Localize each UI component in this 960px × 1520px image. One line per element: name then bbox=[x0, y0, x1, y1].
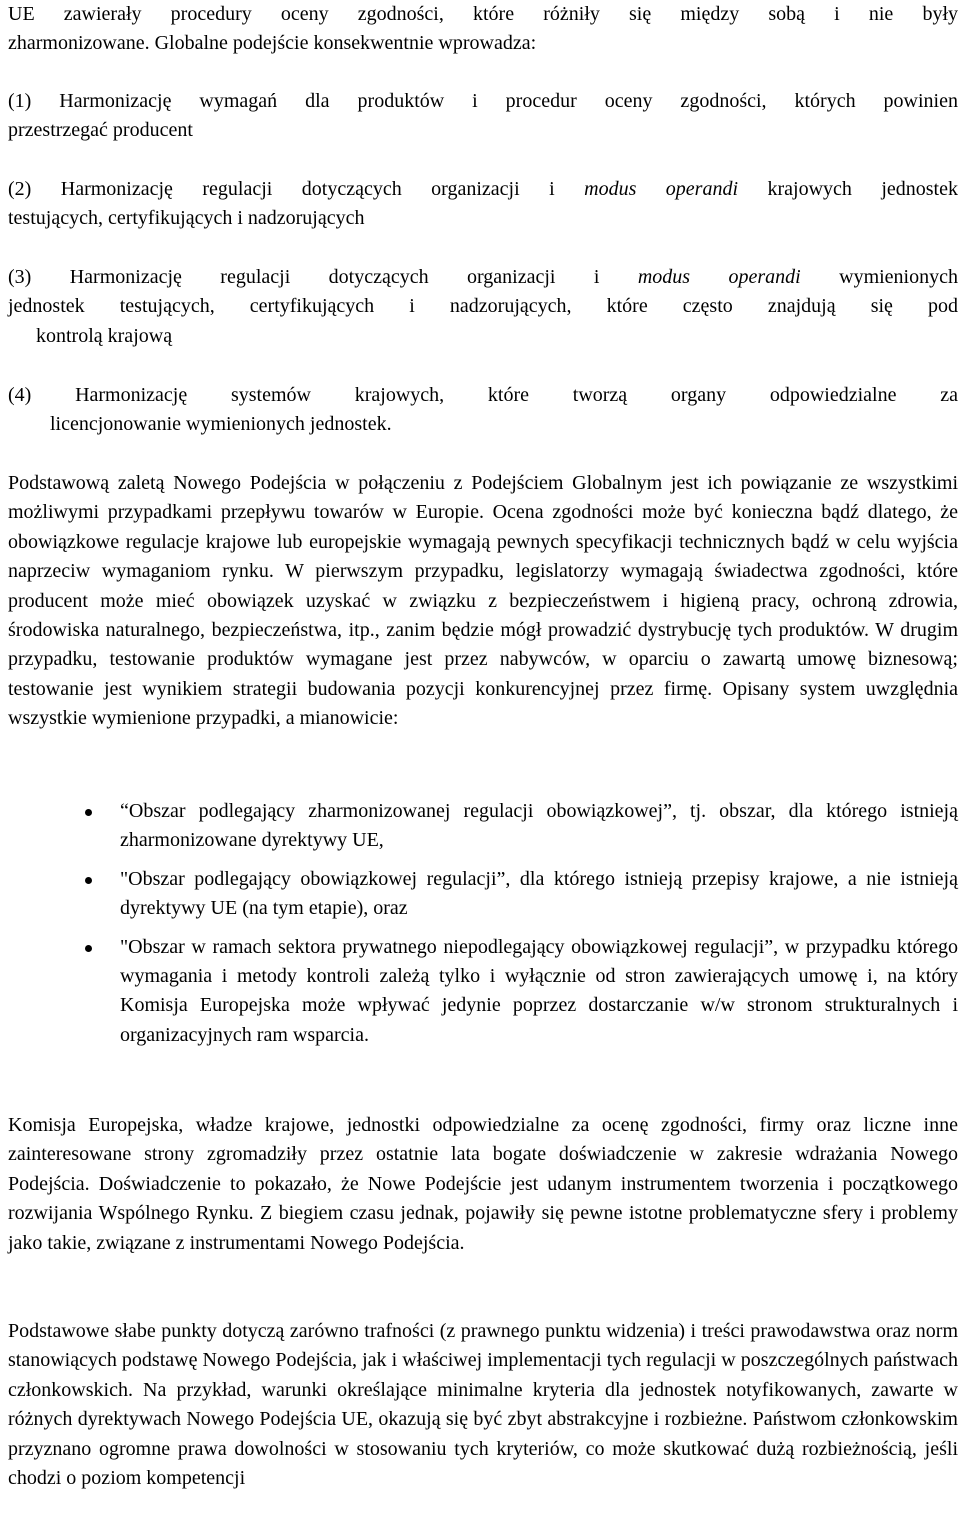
list-item-2-line-2: testujących, certyfikujących i nadzorujących bbox=[8, 207, 365, 230]
list-item-3-line-3: kontrolą krajową bbox=[36, 324, 173, 347]
list-item-1 bbox=[8, 87, 958, 146]
bullet-item-3 bbox=[8, 933, 958, 1051]
list-item-3-line-1: (3) Harmonizację regulacji dotyczących organizacji i modus operandi wymienionych bbox=[8, 266, 958, 288]
bullet-item-2-text: "Obszar podlegający obowiązkowej regulacji”, dla którego istnieją przepisy krajowe, a nie istnieją dyrektywy UE (na tym etapie), oraz bbox=[120, 867, 958, 920]
bullet-item-1-text: “Obszar podlegający zharmonizowanej regulacji obowiązkowej”, tj. obszar, dla którego istnieją zharmonizowane dyrektywy UE, bbox=[120, 800, 958, 852]
modus-operandi-italic: modus operandi bbox=[637, 266, 801, 288]
list-item-4 bbox=[8, 381, 958, 440]
intro-paragraph bbox=[8, 0, 958, 59]
bullet-item-2 bbox=[8, 865, 958, 924]
bullet-list bbox=[8, 797, 958, 1050]
list-item-4-line-1: (4) Harmonizację systemów krajowych, które tworzą organy odpowiedzialne za bbox=[8, 384, 958, 406]
list-item-4-line-2: licencjonowanie wymienionych jednostek. bbox=[50, 413, 392, 436]
list-item-3 bbox=[8, 263, 958, 351]
list-item-1-line-1: (1) Harmonizację wymagań dla produktów i procedur oceny zgodności, których powinien bbox=[8, 90, 958, 112]
intro-line-2: zharmonizowane. Globalne podejście konsekwentnie wprowadza: bbox=[8, 32, 537, 55]
bullet-icon bbox=[85, 877, 92, 884]
bullet-item-3-text: "Obszar w ramach sektora prywatnego niepodlegający obowiązkowej regulacji”, w przypadku którego wymagania i metody kontroli zależą tylko i wyłącznie od stron zawierających umowę i, na który Komisja Europejska może wpływać jedynie poprzez dostarczanie w/w stronom strukturalnych i organizacyjnych ram wsparcia. bbox=[120, 935, 958, 1046]
list-item-2 bbox=[8, 175, 958, 234]
bullet-item-1 bbox=[8, 797, 958, 856]
paragraph-2: Komisja Europejska, władze krajowe, jednostki odpowiedzialne za ocenę zgodności, firmy oraz liczne inne zainteresowane strony zgromadziły przez ostatnie lata bogate doświadczenie w zakresie wdrażania Nowego Podejścia. Doświadczenie to pokazało, że Nowe Podejście jest udanym instrumentem tworzenia i początkowego rozwijania Wspólnego Rynku. Z biegiem czasu jednak, pojawiły się pewne istotne problematyczne sfery i problemy jako takie, związane z instrumentami Nowego Podejścia. bbox=[8, 1114, 958, 1254]
paragraph-3: Podstawowe słabe punkty dotyczą zarówno trafności (z prawnego punktu widzenia) i treści prawodawstwa oraz norm stanowiących podstawę Nowego Podejścia, jak i właściwej implementacji tych regulacji w poszczególnych państwach członkowskich. Na przykład, warunki określające minimalne kryteria dla jednostek notyfikowanych, zawarte w różnych dyrektywach Nowego Podejścia UE, okazują się być zbyt abstrakcyjne i rozbieżne. Państwom członkowskim przyznano ogromne prawa dowolności w stosowaniu tych kryteriów, co może skutkować dużą rozbieżnością, jeśli chodzi o poziom kompetencji bbox=[8, 1320, 958, 1490]
modus-operandi-italic: modus operandi bbox=[584, 178, 739, 200]
intro-line-1: UE zawierały procedury oceny zgodności, które różniły się między sobą i nie były bbox=[8, 3, 958, 25]
paragraph-1: Podstawową zaletą Nowego Podejścia w połączeniu z Podejściem Globalnym jest ich powiązanie ze wszystkimi możliwymi przypadkami przepływu towarów w Europie. Ocena zgodności może być konieczna bądź dlatego, że obowiązkowe regulacje krajowe lub europejskie wymagają pewnych specyfikacji technicznych bądź w celu wyjścia naprzeciw wymaganiom rynku. W pierwszym przypadku, legislatorzy wymagają świadectwa zgodności, które producent może mieć obowiązek uzyskać w związku z bezpieczeństwem i higieną pracy, ochroną zdrowia, środowiska naturalnego, bezpieczeństwa, itp., zanim będzie mógł prowadzić dystrybucję tych produktów. W drugim przypadku, testowanie produktów wymagane jest przez nabywców, w oparciu o zawartą umowę biznesową; testowanie jest wynikiem strategii budowania pozycji konkurencyjnej przez firmę. Opisany system uwzględnia wszystkie wymienione przypadki, a mianowicie: bbox=[8, 472, 958, 730]
bullet-icon bbox=[85, 809, 92, 816]
bullet-icon bbox=[85, 945, 92, 952]
list-item-2-line-1: (2) Harmonizację regulacji dotyczących organizacji i modus operandi krajowych jednostek bbox=[8, 178, 958, 200]
list-item-1-line-2: przestrzegać producent bbox=[8, 119, 193, 142]
list-item-3-line-2: jednostek testujących, certyfikujących i nadzorujących, które często znajdują się pod bbox=[8, 295, 958, 318]
